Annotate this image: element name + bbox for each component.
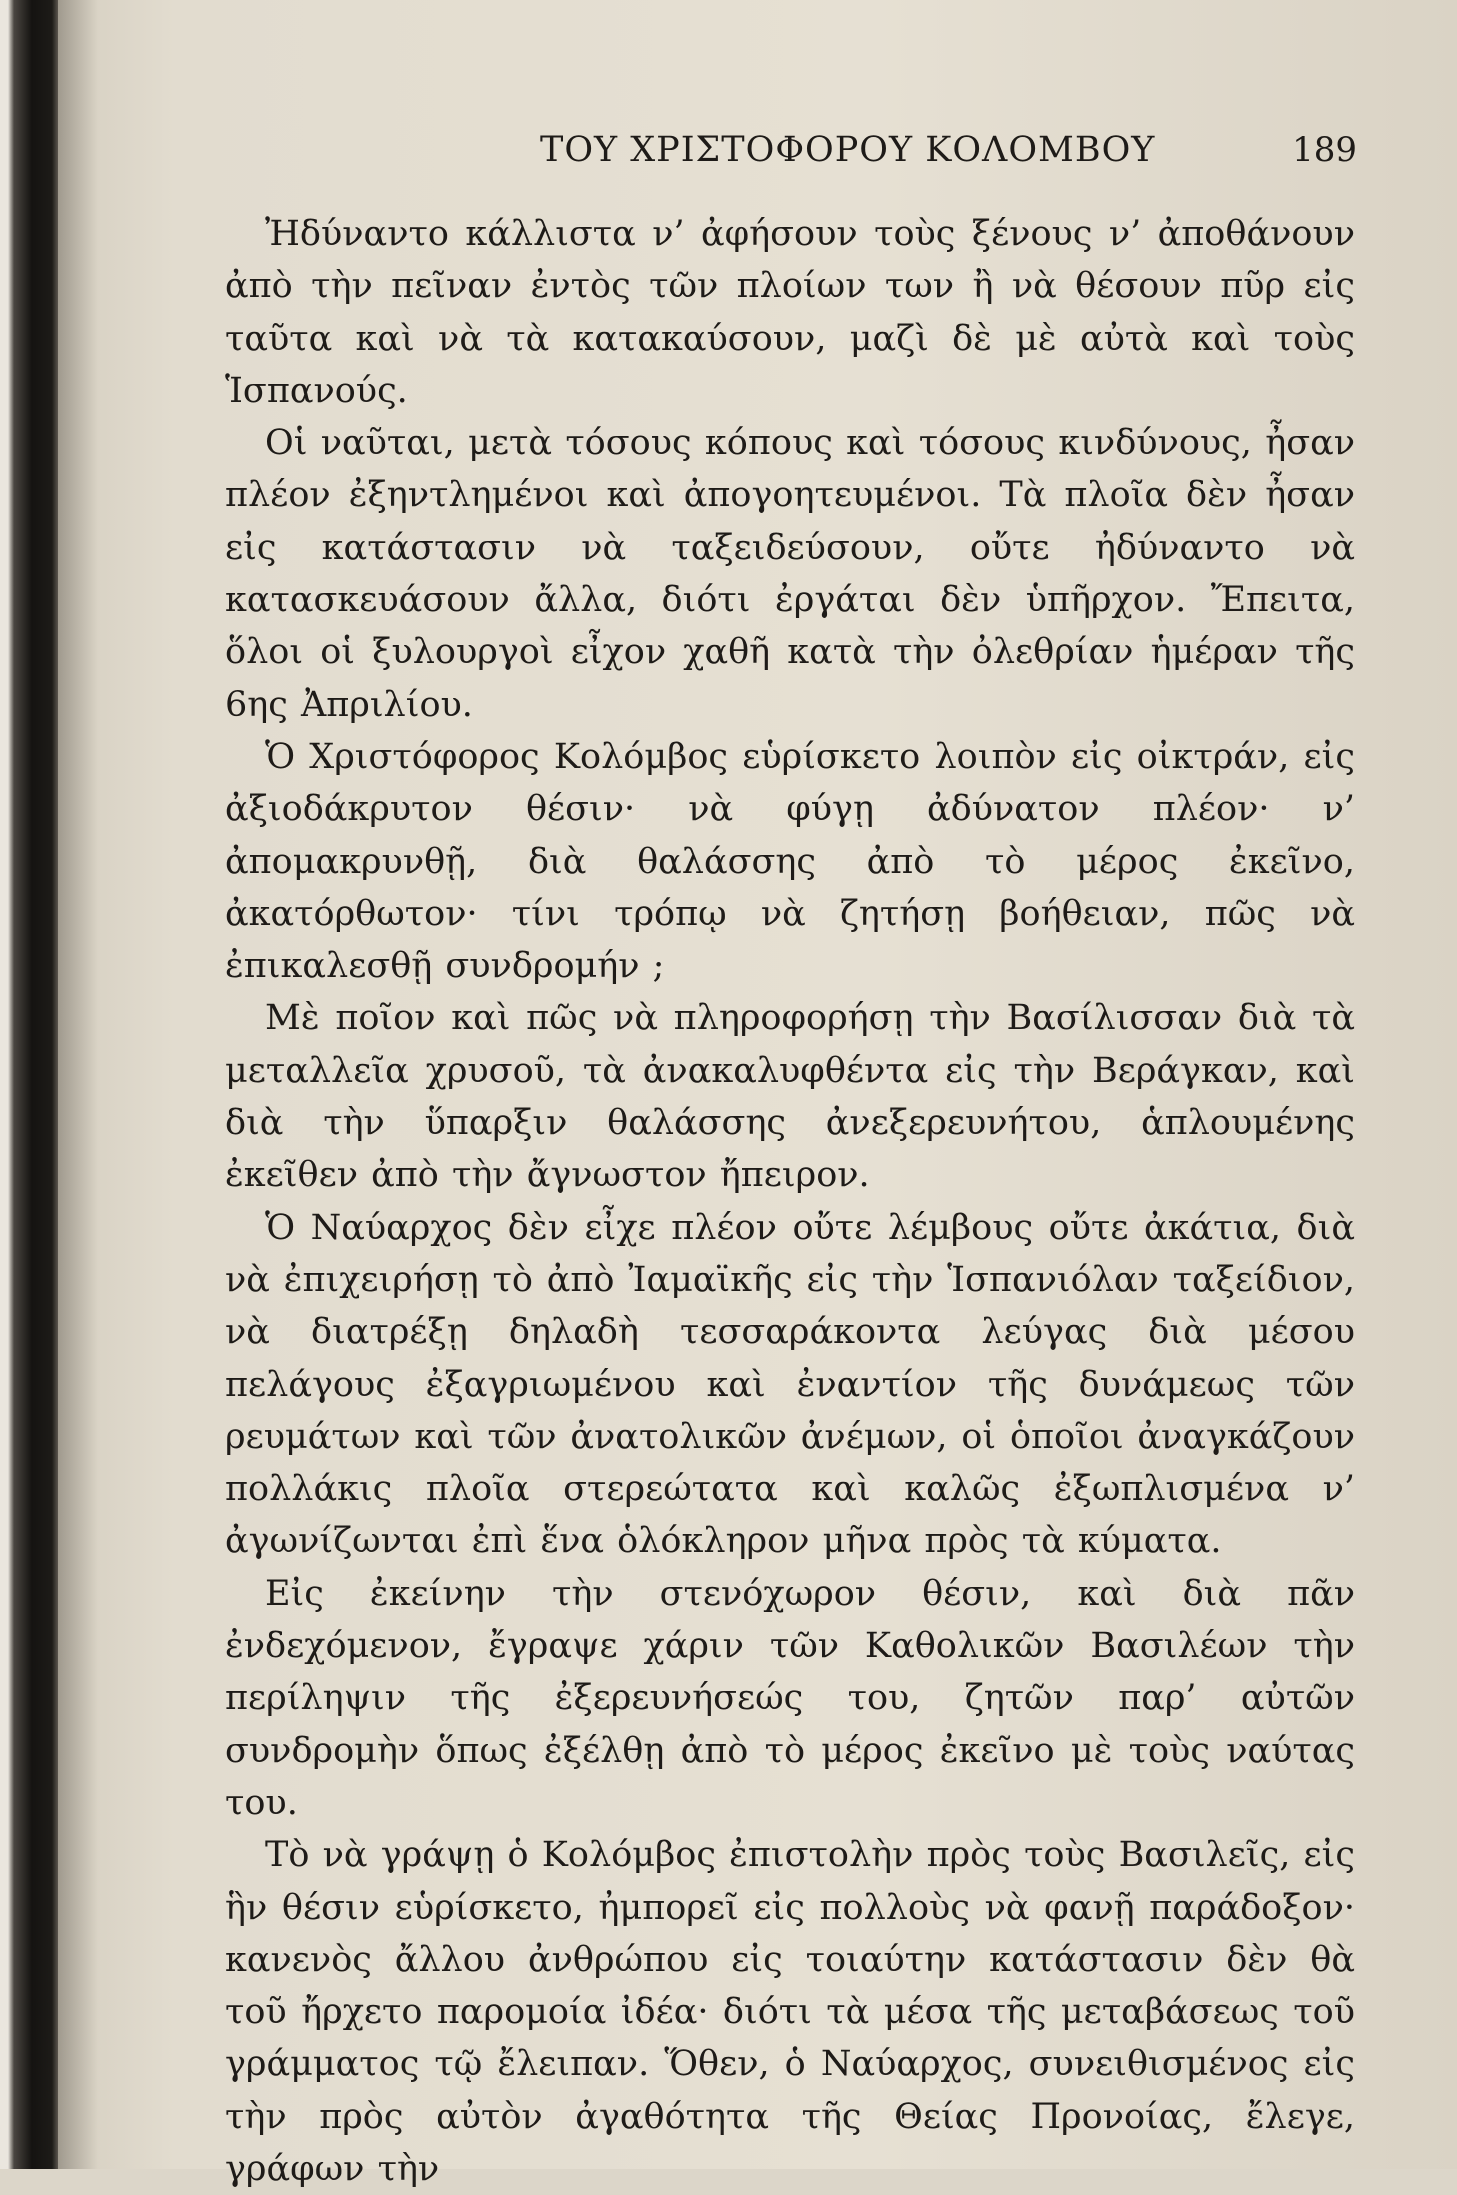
paragraph: Ὁ Ναύαρχος δὲν εἶχε πλέον οὔτε λέμβους οὔτε ἀκάτια, διὰ νὰ ἐπιχειρήσῃ τὸ ἀπὸ Ἰαμαϊκῆς εἰς τὴν Ἱσπανιόλαν ταξείδιον, νὰ διατρέξῃ δηλαδὴ τεσσαράκοντα λεύγας διὰ μέσου πελάγους ἐξαγριωμένου καὶ ἐναντίον τῆς δυνάμεως τῶν ρευμάτων καὶ τῶν ἀνατολικῶν ἀνέμων, οἱ ὁποῖοι ἀναγκάζουν πολλάκις πλοῖα στερεώτατα καὶ καλῶς ἐξωπλισμένα ν’ ἀγωνίζωνται ἐπὶ ἕνα ὁλόκληρον μῆνα πρὸς τὰ κύματα. xyxy=(225,1207,1355,1562)
page-header xyxy=(220,130,1397,190)
book-spine xyxy=(0,0,58,2169)
paragraph: Οἱ ναῦται, μετὰ τόσους κόπους καὶ τόσους κινδύνους, ἦσαν πλέον ἐξηντλημένοι καὶ ἀπογοητευμένοι. Τὰ πλοῖα δὲν ἦσαν εἰς κατάστασιν νὰ ταξειδεύσουν, οὔτε ἠδύναντο νὰ κατασκευάσουν ἄλλα, διότι ἐργάται δὲν ὑπῆρχον. Ἔπειτα, ὅλοι οἱ ξυλουργοὶ εἶχον χαθῆ κατὰ τὴν ὀλεθρίαν ἡμέραν τῆς 6ης Ἀπριλίου. xyxy=(225,423,1355,725)
gutter-shadow xyxy=(58,0,98,2169)
paragraph: Εἰς ἐκείνην τὴν στενόχωρον θέσιν, καὶ διὰ πᾶν ἐνδεχόμενον, ἔγραψε χάριν τῶν Καθολικῶν Βασιλέων τὴν περίληψιν τῆς ἐξερευνήσεώς του, ζητῶν παρ’ αὐτῶν συνδρομὴν ὅπως ἐξέλθῃ ἀπὸ τὸ μέρος ἐκεῖνο μὲ τοὺς ναύτας του. xyxy=(225,1573,1355,1823)
paragraph: Τὸ νὰ γράψῃ ὁ Κολόμβος ἐπιστολὴν πρὸς τοὺς Βασιλεῖς, εἰς ἣν θέσιν εὑρίσκετο, ἠμπορεῖ εἰς πολλοὺς νὰ φανῇ παράδοξον· κανενὸς ἄλλου ἀνθρώπου εἰς τοιαύτην κατάστασιν δὲν θὰ τοῦ ἤρχετο παρομοία ἰδέα· διότι τὰ μέσα τῆς μεταβάσεως τοῦ γράμματος τῷ ἔλειπαν. Ὅθεν, ὁ Ναύαρχος, συνειθισμένος εἰς τὴν πρὸς αὐτὸν ἀγαθότητα τῆς Θείας Προνοίας, ἔλεγε, γράφων τὴν xyxy=(225,1835,1355,2189)
paragraph: Ὁ Χριστόφορος Κολόμβος εὑρίσκετο λοιπὸν εἰς οἰκτράν, εἰς ἀξιοδάκρυτον θέσιν· νὰ φύγῃ ἀδύνατον πλέον· ν’ ἀπομακρυνθῇ, διὰ θαλάσσης ἀπὸ τὸ μέρος ἐκεῖνο, ἀκατόρθωτον· τίνι τρόπῳ νὰ ζητήσῃ βοήθειαν, πῶς νὰ ἐπικαλεσθῇ συνδρομήν ; xyxy=(225,736,1355,987)
paragraph: Μὲ ποῖον καὶ πῶς νὰ πληροφορήσῃ τὴν Βασίλισσαν διὰ τὰ μεταλλεῖα χρυσοῦ, τὰ ἀνακαλυφθέντα εἰς τὴν Βεράγκαν, καὶ διὰ τὴν ὕπαρξιν θαλάσσης ἀνεξερευνήτου, ἁπλουμένης ἐκεῖθεν ἀπὸ τὴν ἄγνωστον ἤπειρον. xyxy=(225,998,1355,1196)
running-title: ΤΟΥ ΧΡΙΣΤΟΦΟΡΟΥ ΚΟΛΟΜΒΟΥ xyxy=(540,130,1156,170)
page-number: 189 xyxy=(1292,130,1357,170)
body-text xyxy=(225,208,1355,2195)
paragraph: Ἠδύναντο κάλλιστα ν’ ἀφήσουν τοὺς ξένους ν’ ἀποθάνουν ἀπὸ τὴν πεῖναν ἐντὸς τῶν πλοίων των ἢ νὰ θέσουν πῦρ εἰς ταῦτα καὶ νὰ τὰ κατακαύσουν, μαζὶ δὲ μὲ αὐτὰ καὶ τοὺς Ἱσπανούς. xyxy=(225,214,1355,411)
